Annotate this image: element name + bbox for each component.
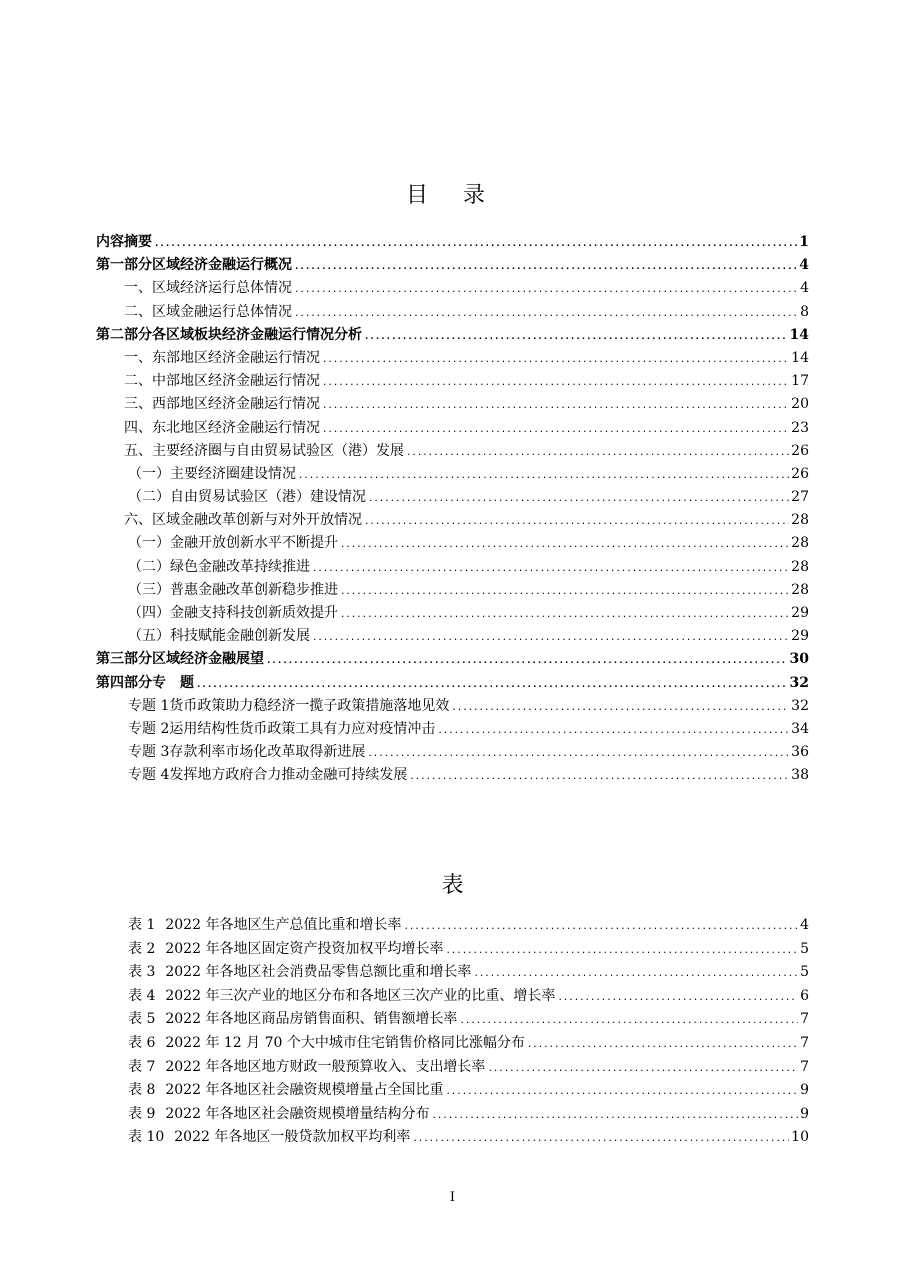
toc-entry-page: 26 bbox=[791, 465, 809, 482]
toc-entry[interactable] bbox=[96, 695, 809, 718]
tables-list bbox=[96, 914, 809, 1150]
toc-entry-label: 二、区域金融运行总体情况 bbox=[124, 303, 292, 320]
dot-leader bbox=[431, 1105, 798, 1129]
dot-leader bbox=[406, 442, 789, 465]
table-entry-label: 2022 年各地区商品房销售面积、销售额增长率 bbox=[165, 1011, 458, 1028]
table-entry[interactable] bbox=[96, 1008, 809, 1032]
toc-entry[interactable] bbox=[96, 509, 809, 532]
dot-leader bbox=[445, 940, 798, 964]
toc-entry-label: 内容摘要 bbox=[96, 234, 152, 250]
table-entry[interactable] bbox=[96, 1079, 809, 1103]
toc-entry-label: （四）金融支持科技创新质效提升 bbox=[128, 605, 338, 621]
dot-leader bbox=[487, 1058, 798, 1082]
toc-entry-label: （三）普惠金融改革创新稳步推进 bbox=[128, 581, 338, 598]
dot-leader bbox=[367, 743, 789, 766]
toc-entry-label: （二）绿色金融改革持续推进 bbox=[128, 558, 310, 575]
table-entry-label: 2022 年 12 月 70 个大中城市住宅销售价格同比涨幅分布 bbox=[165, 1034, 525, 1051]
dot-leader bbox=[451, 697, 789, 720]
toc-entry[interactable] bbox=[96, 254, 809, 277]
toc-title: 目 录 bbox=[406, 183, 499, 208]
toc-entry-label: 存款利率市场化改革取得新进展 bbox=[169, 744, 366, 761]
toc-entry[interactable] bbox=[96, 417, 809, 440]
table-entry[interactable] bbox=[96, 938, 809, 962]
toc-entry-page: 1 bbox=[799, 234, 809, 250]
table-entry-label: 2022 年各地区固定资产投资加权平均增长率 bbox=[165, 940, 444, 957]
toc-entry[interactable] bbox=[96, 231, 809, 254]
table-entry-page: 9 bbox=[800, 1082, 809, 1099]
table-entry-number: 表 2 bbox=[128, 940, 156, 957]
table-entry[interactable] bbox=[96, 1056, 809, 1080]
table-entry-label: 2022 年各地区生产总值比重和增长率 bbox=[165, 917, 402, 933]
toc-entry-label: 五、主要经济圈与自由贸易试验区（港）发展 bbox=[124, 442, 404, 459]
table-entry-page: 4 bbox=[800, 917, 809, 933]
table-entry-number: 表 3 bbox=[128, 964, 156, 981]
dot-leader bbox=[312, 558, 789, 581]
toc-entry-number: 第一部分 bbox=[96, 257, 152, 274]
toc-entry-label: 三、西部地区经济金融运行情况 bbox=[124, 396, 320, 413]
table-entry[interactable] bbox=[96, 1103, 809, 1127]
table-entry-number: 表 6 bbox=[128, 1034, 156, 1051]
dot-leader bbox=[154, 233, 797, 256]
table-entry[interactable] bbox=[96, 1126, 809, 1150]
table-entry-label: 2022 年各地区社会融资规模增量占全国比重 bbox=[165, 1082, 444, 1099]
dot-leader bbox=[340, 604, 789, 627]
dot-leader bbox=[527, 1034, 798, 1058]
toc-entry-page: 29 bbox=[791, 605, 809, 621]
table-entry-label: 2022 年三次产业的地区分布和各地区三次产业的比重、增长率 bbox=[165, 987, 556, 1004]
dot-leader bbox=[322, 349, 789, 372]
dot-leader bbox=[322, 372, 789, 395]
toc-entry-label: 一、区域经济运行总体情况 bbox=[124, 280, 292, 297]
dot-leader bbox=[322, 419, 789, 442]
dot-leader bbox=[473, 963, 798, 987]
toc-entry[interactable] bbox=[96, 718, 809, 741]
toc-entry-page: 28 bbox=[791, 535, 809, 552]
toc-entry-page: 28 bbox=[791, 581, 809, 598]
toc-entry-number: 专题 3 bbox=[128, 744, 170, 761]
toc-entry-label: 四、东北地区经济金融运行情况 bbox=[124, 419, 320, 436]
table-entry-label: 2022 年各地区社会消费品零售总额比重和增长率 bbox=[165, 964, 472, 981]
table-entry-number: 表 4 bbox=[128, 987, 156, 1004]
toc-entry[interactable] bbox=[96, 602, 809, 625]
table-entry-number: 表 9 bbox=[128, 1105, 156, 1122]
page-number: I bbox=[449, 1190, 456, 1205]
table-entry-number: 表 1 bbox=[128, 917, 156, 933]
dot-leader bbox=[294, 256, 797, 279]
toc-entry[interactable] bbox=[96, 764, 809, 787]
dot-leader bbox=[294, 279, 798, 302]
dot-leader bbox=[445, 1081, 798, 1105]
toc-entry-label: 区域经济金融运行概况 bbox=[152, 257, 292, 274]
toc-entry-page: 8 bbox=[800, 303, 809, 320]
dot-leader bbox=[403, 916, 798, 940]
dot-leader bbox=[312, 627, 789, 650]
dot-leader bbox=[412, 1128, 789, 1152]
toc-entry[interactable] bbox=[96, 393, 809, 416]
toc-entry[interactable] bbox=[96, 625, 809, 648]
toc-entry-page: 32 bbox=[791, 697, 809, 714]
toc-entry[interactable] bbox=[96, 556, 809, 579]
tables-title: 表 bbox=[441, 873, 464, 898]
toc-entry-label: （一）金融开放创新水平不断提升 bbox=[128, 535, 338, 552]
toc-entry-page: 17 bbox=[791, 373, 809, 390]
toc-entry-page: 26 bbox=[791, 442, 809, 459]
toc-entry[interactable] bbox=[96, 324, 809, 347]
dot-leader bbox=[196, 674, 788, 697]
toc-entry-label: （一）主要经济圈建设情况 bbox=[128, 465, 296, 482]
toc-entry-page: 28 bbox=[791, 512, 809, 529]
dot-leader bbox=[340, 534, 789, 557]
dot-leader bbox=[322, 395, 789, 418]
toc-entry-number: 专题 2 bbox=[128, 720, 170, 737]
table-entry-label: 2022 年各地区社会融资规模增量结构分布 bbox=[165, 1105, 430, 1122]
dot-leader bbox=[459, 1010, 798, 1034]
toc-entry-label: 货币政策助力稳经济一揽子政策措施落地见效 bbox=[169, 697, 450, 714]
table-entry-page: 6 bbox=[800, 987, 809, 1004]
dot-leader bbox=[557, 987, 798, 1011]
toc-entry-label: 专 题 bbox=[152, 674, 194, 691]
toc-entry-label: 六、区域金融改革创新与对外开放情况 bbox=[124, 512, 362, 529]
toc-entry-page: 20 bbox=[791, 396, 809, 413]
toc-entry[interactable] bbox=[96, 463, 809, 486]
table-entry-number: 表 10 bbox=[128, 1129, 165, 1146]
table-entry-page: 7 bbox=[800, 1034, 809, 1051]
dot-leader bbox=[340, 581, 789, 604]
toc-entry-page: 4 bbox=[800, 280, 809, 297]
toc-entry-page: 38 bbox=[791, 767, 809, 784]
toc-entry-page: 27 bbox=[791, 489, 809, 506]
table-entry[interactable] bbox=[96, 961, 809, 985]
dot-leader bbox=[266, 650, 788, 673]
toc-entry-page: 14 bbox=[789, 326, 809, 343]
toc-entry[interactable] bbox=[96, 741, 809, 764]
table-entry-label: 2022 年各地区地方财政一般预算收入、支出增长率 bbox=[165, 1058, 486, 1075]
dot-leader bbox=[437, 720, 789, 743]
toc-entry-number: 专题 1 bbox=[128, 697, 170, 714]
toc-entry-label: 运用结构性货币政策工具有力应对疫情冲击 bbox=[169, 720, 436, 737]
toc-entry-label: （五）科技赋能金融创新发展 bbox=[128, 628, 310, 645]
table-entry[interactable] bbox=[96, 1032, 809, 1056]
toc-entry-page: 14 bbox=[791, 349, 809, 366]
toc-entry[interactable] bbox=[96, 648, 809, 671]
table-entry-page: 10 bbox=[791, 1129, 809, 1146]
table-entry[interactable] bbox=[96, 985, 809, 1009]
dot-leader bbox=[364, 511, 789, 534]
dot-leader bbox=[364, 326, 788, 349]
toc-entry-page: 32 bbox=[789, 674, 809, 691]
toc-entry-label: 二、中部地区经济金融运行情况 bbox=[124, 373, 320, 390]
table-entry-page: 9 bbox=[800, 1105, 809, 1122]
dot-leader bbox=[409, 766, 789, 789]
toc-entry-label: 各区域板块经济金融运行情况分析 bbox=[152, 326, 362, 343]
toc-entry-label: 区域经济金融展望 bbox=[152, 651, 264, 668]
toc-entry[interactable] bbox=[96, 486, 809, 509]
toc-entry-label: （二）自由贸易试验区（港）建设情况 bbox=[128, 489, 366, 506]
toc-entry-number: 第四部分 bbox=[96, 674, 152, 691]
table-entry-page: 7 bbox=[800, 1058, 809, 1075]
toc-entry-page: 34 bbox=[791, 720, 809, 737]
toc-entry-page: 30 bbox=[789, 651, 809, 668]
toc-entry-page: 29 bbox=[791, 628, 809, 645]
toc-entry[interactable] bbox=[96, 440, 809, 463]
toc-entry-number: 第三部分 bbox=[96, 651, 152, 668]
toc-entry[interactable] bbox=[96, 301, 809, 324]
toc-entry-number: 第二部分 bbox=[96, 326, 152, 343]
table-entry-page: 5 bbox=[800, 964, 809, 981]
toc-entry-number: 专题 4 bbox=[128, 767, 170, 784]
table-entry-page: 5 bbox=[800, 940, 809, 957]
toc-entry-page: 28 bbox=[791, 558, 809, 575]
toc-entry-page: 23 bbox=[791, 419, 809, 436]
table-entry-number: 表 8 bbox=[128, 1082, 156, 1099]
toc-entry[interactable] bbox=[96, 532, 809, 555]
dot-leader bbox=[294, 303, 798, 326]
toc-entry-label: 一、东部地区经济金融运行情况 bbox=[124, 349, 320, 366]
table-entry-number: 表 7 bbox=[128, 1058, 156, 1075]
dot-leader bbox=[368, 488, 789, 511]
toc-entry-label: 发挥地方政府合力推动金融可持续发展 bbox=[169, 767, 408, 784]
toc-entry-page: 4 bbox=[799, 257, 809, 274]
table-entry-number: 表 5 bbox=[128, 1011, 156, 1028]
toc-entry[interactable] bbox=[96, 347, 809, 370]
toc-entry[interactable] bbox=[96, 579, 809, 602]
toc-entry[interactable] bbox=[96, 370, 809, 393]
toc-entry[interactable] bbox=[96, 277, 809, 300]
table-entry-label: 2022 年各地区一般贷款加权平均利率 bbox=[174, 1129, 411, 1146]
toc-entry-page: 36 bbox=[791, 744, 809, 761]
toc-list bbox=[96, 231, 809, 788]
toc-entry[interactable] bbox=[96, 672, 809, 695]
table-entry[interactable] bbox=[96, 914, 809, 938]
table-entry-page: 7 bbox=[800, 1011, 809, 1028]
dot-leader bbox=[298, 465, 789, 488]
